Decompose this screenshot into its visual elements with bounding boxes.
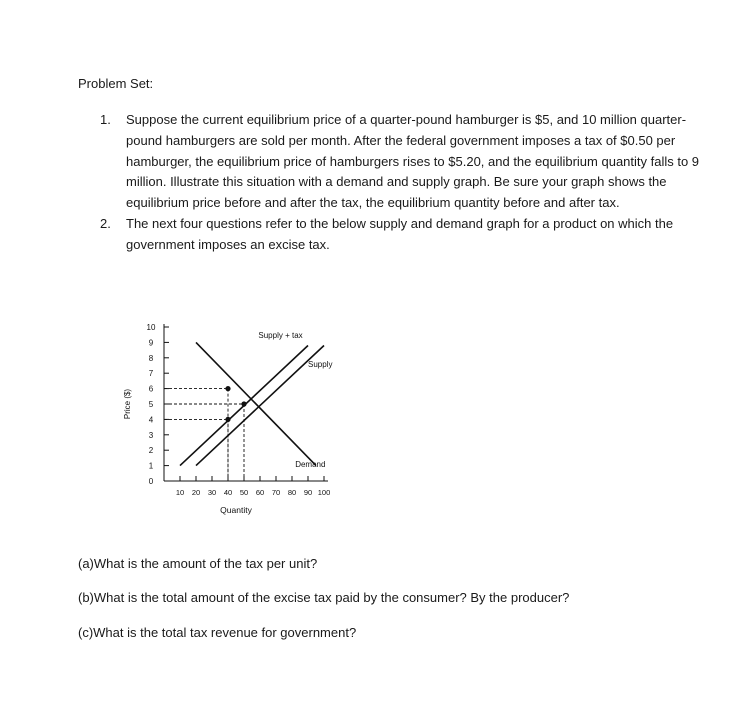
problem-set-heading: Problem Set: [78,76,154,91]
equilibrium-point-3 [225,417,230,422]
y-tick-label: 0 [148,477,154,486]
x-tick-label: 90 [303,488,313,497]
equilibrium-point-1 [225,386,230,391]
x-tick-label: 20 [191,488,201,497]
y-tick-label: 3 [148,430,154,440]
x-tick-label: 100 [317,488,331,497]
x-tick-label: 50 [239,488,249,497]
series-label-demand: Demand [295,460,326,470]
y-axis-title: Price ($) [123,388,132,420]
x-axis-title: Quantity [220,505,252,515]
series-label-supply: Supply [308,360,333,370]
problem-text-2: The next four questions refer to the below supply and demand graph for a product on which the government imposes an excise tax. [126,215,674,252]
series-label-supply-plus-tax: Supply + tax [258,330,303,340]
x-tick-label: 80 [287,488,297,497]
y-tick-label: 10 [146,323,156,332]
problem-text-1: Suppose the current equilibrium price of a quarter-pound hamburger is $5, and 10 million quarter-pound hamburgers are sold per month. After the federal government imposes a tax of $0.50 per hamburger, the equilibrium price of hamburgers rises to $5.20, and the equilibrium quantity falls to 9 million. Illustrate this situation with a demand and supply graph. Be sure your graph shows the equilibrium price before and after the tax, the equilibrium quantity before and after tax. [126,112,700,211]
y-tick-label: 1 [148,461,154,471]
problem-list [100,110,705,256]
x-tick-label: 30 [207,488,217,497]
y-tick-label: 8 [148,353,154,363]
supply-demand-chart [110,305,350,525]
x-tick-label: 60 [255,488,265,497]
series-line-supply [196,345,324,465]
y-tick-label: 5 [148,400,154,409]
y-tick-label: 7 [148,369,154,379]
problem-number-2: 2. [100,215,111,231]
y-tick-label: 6 [148,384,154,394]
problem-item-1 [100,110,705,214]
x-tick-label: 10 [175,488,185,497]
question-a: (a)What is the amount of the tax per unit? [78,556,318,571]
y-tick-label: 9 [148,338,154,348]
question-c: (c)What is the total tax revenue for government? [78,625,357,640]
problem-item-2 [100,214,705,256]
question-b: (b)What is the total amount of the excise tax paid by the consumer? By the producer? [78,590,570,605]
x-tick-label: 40 [223,488,233,497]
y-tick-label: 2 [148,446,154,456]
equilibrium-point-2 [241,401,246,406]
problem-number-1: 1. [100,112,111,127]
y-tick-label: 4 [148,415,154,425]
x-tick-label: 70 [271,488,281,497]
